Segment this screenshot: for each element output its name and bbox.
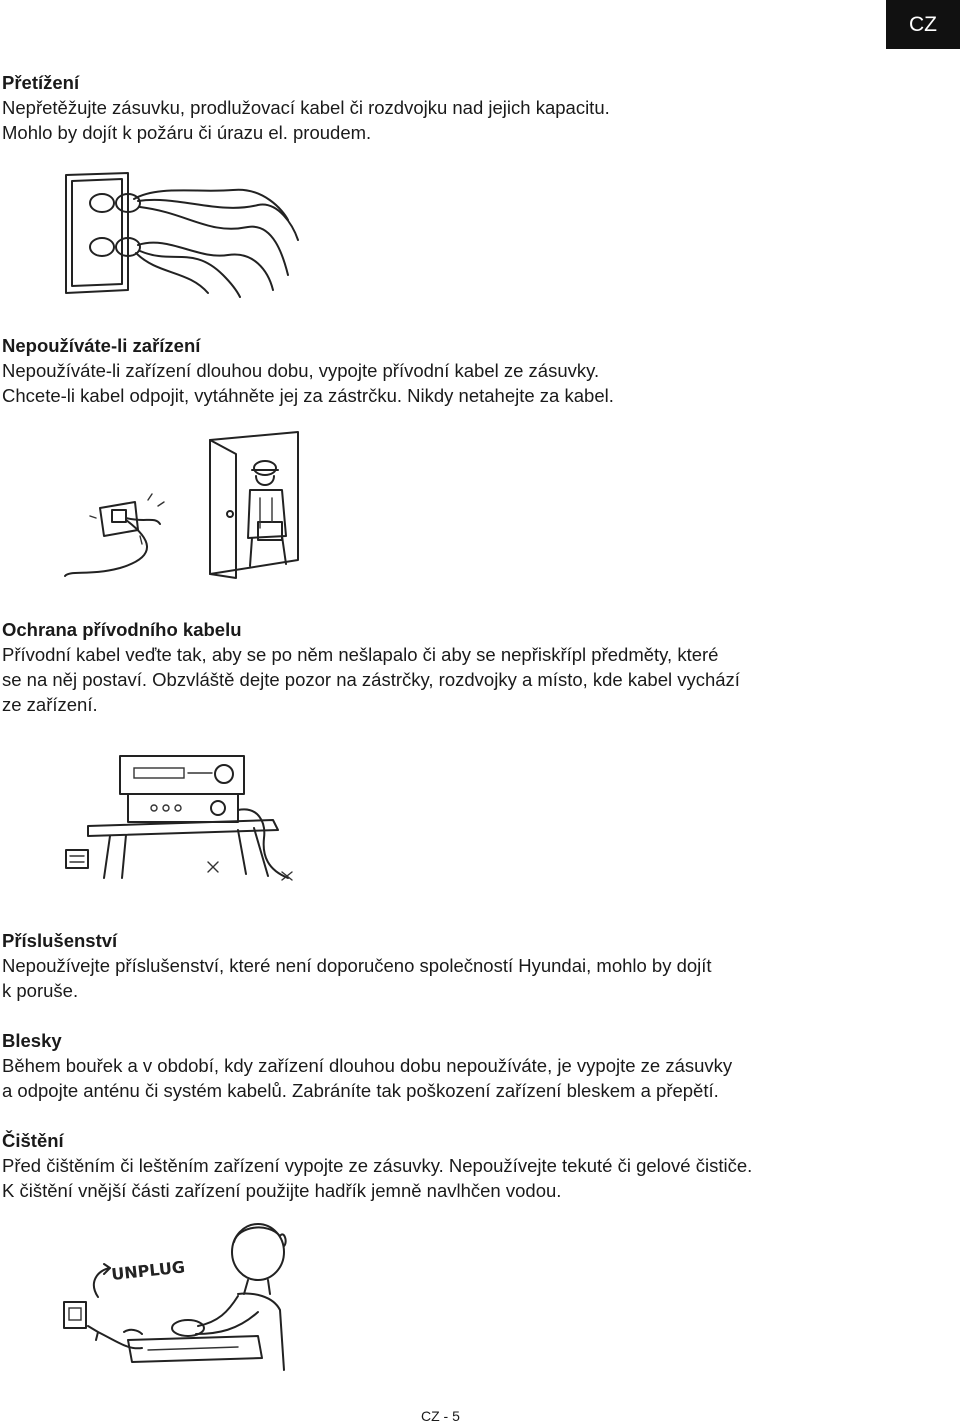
overloaded-outlet-illustration	[58, 165, 308, 300]
section-cleaning	[2, 1128, 880, 1203]
section-line: Přívodní kabel veďte tak, aby se po něm nešlapalo či aby se nepřiskřípl předměty, které	[2, 644, 719, 665]
section-lightning	[2, 1028, 880, 1103]
section-title: Blesky	[2, 1030, 62, 1051]
section-title: Příslušenství	[2, 930, 118, 951]
unplug-label: UNPLUG	[110, 1257, 186, 1284]
section-cord-protection	[2, 617, 880, 717]
section-line: Před čištěním či leštěním zařízení vypojte ze zásuvky. Nepoužívejte tekuté či gelové čističe.	[2, 1155, 753, 1176]
section-line: Nepoužívejte příslušenství, které není doporučeno společností Hyundai, mohlo by dojít	[2, 955, 712, 976]
language-badge: CZ	[886, 0, 960, 49]
cord-under-furniture-illustration	[58, 738, 308, 888]
section-title: Přetížení	[2, 72, 80, 93]
section-line: Mohlo by dojít k požáru či úrazu el. proudem.	[2, 122, 372, 143]
section-accessories	[2, 928, 880, 1003]
section-title: Čištění	[2, 1130, 64, 1151]
section-line: Nepoužíváte-li zařízení dlouhou dobu, vypojte přívodní kabel ze zásuvky.	[2, 360, 600, 381]
page-number: CZ - 5	[421, 1408, 460, 1424]
cleaning-unplug-illustration	[58, 1222, 288, 1372]
unplugged-leaving-illustration	[60, 428, 310, 580]
section-line: Chcete-li kabel odpojit, vytáhněte jej za zástrčku. Nikdy netahejte za kabel.	[2, 385, 614, 406]
section-title: Nepoužíváte-li zařízení	[2, 335, 201, 356]
section-line: K čištění vnější části zařízení použijte hadřík jemně navlhčen vodou.	[2, 1180, 562, 1201]
section-line: a odpojte anténu či systém kabelů. Zabráníte tak poškození zařízení bleskem a přepětí.	[2, 1080, 719, 1101]
section-line: Během bouřek a v období, kdy zařízení dlouhou dobu nepoužíváte, je vypojte ze zásuvky	[2, 1055, 733, 1076]
section-line: Nepřetěžujte zásuvku, prodlužovací kabel či rozdvojku nad jejich kapacitu.	[2, 97, 610, 118]
section-not-in-use	[2, 333, 880, 408]
section-line: k poruše.	[2, 980, 79, 1001]
section-overload	[2, 70, 880, 145]
section-title: Ochrana přívodního kabelu	[2, 619, 242, 640]
section-line: ze zařízení.	[2, 694, 98, 715]
section-line: se na něj postaví. Obzvláště dejte pozor na zástrčky, rozdvojky a místo, kde kabel vychází	[2, 669, 740, 690]
